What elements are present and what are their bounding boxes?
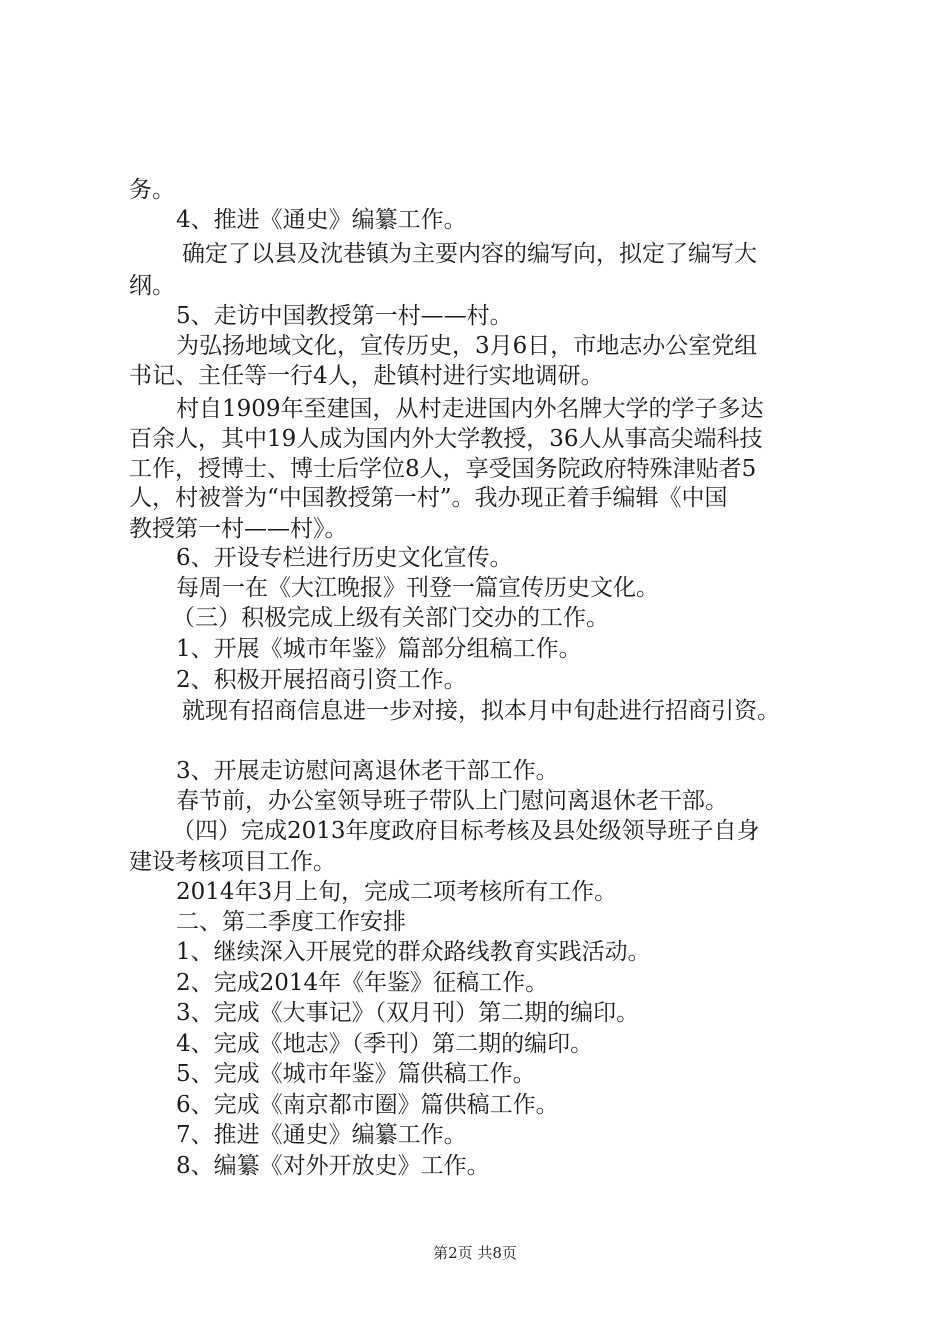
body-line: 教授第一村——村》。 <box>129 516 348 542</box>
page-footer: 第2页 共8页 <box>433 1244 517 1262</box>
body-line: 人，村被誉为“中国教授第一村”。我办现正着手编辑《中国 <box>129 485 728 511</box>
body-line: 4、推进《通史》编纂工作。 <box>176 207 467 233</box>
body-line: 工作，授博士、博士后学位8人，享受国务院政府特殊津贴者5 <box>129 456 757 482</box>
body-line: 6、完成《南京都市圈》篇供稿工作。 <box>176 1092 559 1118</box>
body-line: 1、继续深入开展党的群众路线教育实践活动。 <box>176 939 651 965</box>
body-line: 书记、主任等一行4人，赴镇村进行实地调研。 <box>129 363 604 389</box>
body-line: 3、完成《大事记》（双月刊）第二期的编印。 <box>176 1000 640 1026</box>
body-line: 2、积极开展招商引资工作。 <box>176 667 467 693</box>
body-line: 确定了以县及沈巷镇为主要内容的编写向，拟定了编写大 <box>182 241 757 267</box>
body-line: 8、编纂《对外开放史》工作。 <box>176 1153 490 1179</box>
body-line: 7、推进《通史》编纂工作。 <box>176 1122 467 1148</box>
body-line: 就现有招商信息进一步对接，拟本月中旬赴进行招商引资。 <box>182 698 780 724</box>
body-line: 每周一在《大江晚报》刊登一篇宣传历史文化。 <box>176 575 659 601</box>
body-line: 5、完成《城市年鉴》篇供稿工作。 <box>176 1061 536 1087</box>
body-line: 2、完成2014年《年鉴》征稿工作。 <box>176 970 549 996</box>
body-line: 3、开展走访慰问离退休老干部工作。 <box>176 758 559 784</box>
body-line: 建设考核项目工作。 <box>129 849 336 875</box>
body-line: 二、第二季度工作安排 <box>176 909 406 935</box>
body-line: 务。 <box>129 177 175 203</box>
body-line: 2014年3月上旬，完成二项考核所有工作。 <box>176 879 618 905</box>
body-line: 4、完成《地志》（季刊）第二期的编印。 <box>176 1031 594 1057</box>
body-line: 1、开展《城市年鉴》篇部分组稿工作。 <box>176 636 582 662</box>
body-line: （三）积极完成上级有关部门交办的工作。 <box>172 605 609 631</box>
body-line: 5、走访中国教授第一村——村。 <box>176 303 513 329</box>
body-line: 为弘扬地域文化，宣传历史，3月6日，市地志办公室党组 <box>176 333 758 359</box>
body-line: 百余人，其中19人成为国内外大学教授，36人从事高尖端科技 <box>129 426 763 452</box>
body-line: 纲。 <box>129 273 175 299</box>
body-line: （四）完成2013年度政府目标考核及县处级领导班子自身 <box>172 818 760 844</box>
body-line: 春节前，办公室领导班子带队上门慰问离退休老干部。 <box>176 788 728 814</box>
body-line: 村自1909年至建国，从村走进国内外名牌大学的学子多达 <box>176 396 764 422</box>
body-line: 6、开设专栏进行历史文化宣传。 <box>176 545 513 571</box>
